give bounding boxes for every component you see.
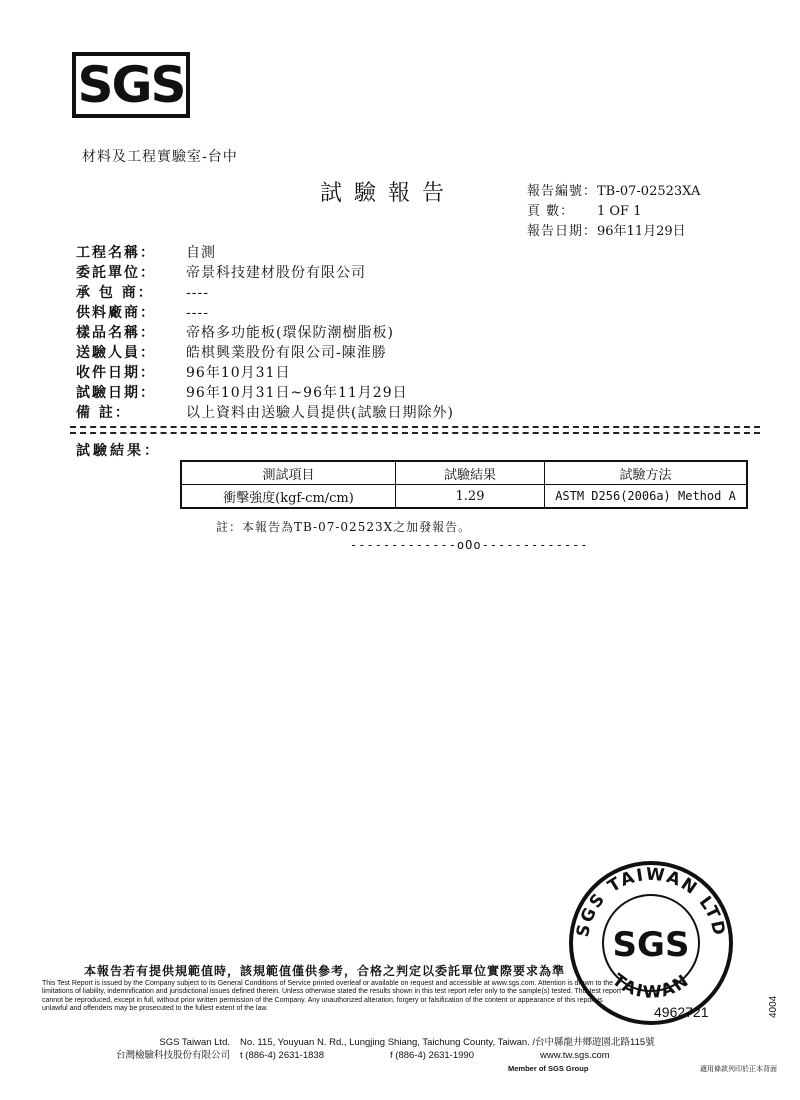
info-value: 96年10月31日 <box>186 365 291 381</box>
info-value: 自測 <box>186 245 216 261</box>
stamp-number: 4962721 <box>654 1004 709 1020</box>
footer-address-block <box>80 1036 720 1062</box>
info-value: 帝景科技建材股份有限公司 <box>186 265 366 281</box>
info-row-contractor <box>76 282 209 302</box>
company-phone: t (886-4) 2631-1838 <box>240 1050 324 1061</box>
column-header: 試驗結果 <box>396 461 545 485</box>
company-address: No. 115, Youyuan N. Rd., Lungjing Shiang, Taichung County, Taiwan. /台中縣龍井鄉遊園北路115號 <box>240 1037 655 1048</box>
info-label: 工程名稱： <box>76 245 156 261</box>
table-cell-method: ASTM D256(2006a) Method A <box>545 485 748 509</box>
column-header: 測試項目 <box>181 461 396 485</box>
info-label: 樣品名稱： <box>76 325 156 341</box>
info-label: 試驗日期： <box>76 385 156 401</box>
terms-note: 適用條款列印於正本背面 <box>700 1065 777 1073</box>
info-row-client <box>76 262 366 282</box>
info-label: 供料廠商： <box>76 305 156 321</box>
dashed-separator <box>70 426 760 434</box>
report-date-label: 報告日期： <box>527 224 598 239</box>
footer-disclaimer-chinese: 本報告若有提供規範值時，該規範值僅供參考，合格之判定以委託單位實際要求為準 <box>84 964 566 978</box>
side-form-number: 4004 <box>768 995 779 1018</box>
report-note: 註：本報告為TB-07-02523X之加發報告。 <box>216 520 472 534</box>
table-cell-item: 衝擊強度(kgf-cm/cm) <box>181 485 396 509</box>
report-number-value: TB-07-02523XA <box>597 184 701 199</box>
info-label: 委託單位： <box>76 265 156 281</box>
company-website: www.tw.sgs.com <box>540 1050 610 1061</box>
svg-text:SGS: SGS <box>612 925 690 965</box>
info-value: 帝格多功能板(環保防潮樹脂板) <box>186 325 394 341</box>
report-title: 試驗報告 <box>320 181 457 206</box>
report-date-value: 96年11月29日 <box>597 224 686 239</box>
info-label: 收件日期： <box>76 365 156 381</box>
info-row-project <box>76 242 216 262</box>
lab-name: 材料及工程實驗室-台中 <box>82 149 238 165</box>
info-row-test-date <box>76 382 408 402</box>
report-number <box>527 180 700 199</box>
member-of-sgs: Member of SGS Group <box>508 1064 589 1073</box>
info-row-sample <box>76 322 394 342</box>
page-count <box>527 200 641 219</box>
results-label: 試驗結果： <box>76 443 161 459</box>
info-label: 送驗人員： <box>76 345 156 361</box>
info-label: 備 註： <box>76 405 131 421</box>
results-table <box>180 460 748 509</box>
report-number-label: 報告編號： <box>527 184 598 199</box>
column-header: 試驗方法 <box>545 461 748 485</box>
info-row-supplier <box>76 302 209 322</box>
info-value: ---- <box>186 305 209 321</box>
table-row <box>181 485 747 509</box>
info-value: 96年10月31日~96年11月29日 <box>186 385 408 401</box>
info-label: 承 包 商： <box>76 285 154 301</box>
sgs-logo: SGS <box>72 52 190 118</box>
end-mark: -------------oOo------------- <box>350 538 589 552</box>
info-value: 以上資料由送驗人員提供(試驗日期除外) <box>186 405 454 421</box>
table-cell-result: 1.29 <box>396 485 545 509</box>
table-header-row <box>181 461 747 485</box>
footer-disclaimer-english: This Test Report is issued by the Company subject to its General Conditions of Service printed overleaf or available on request and accessible at www.sgs.com. Attention is drawn to the limitations of liability, indemnification and jurisdictional issues defined therein. Unless otherwise stated the results shown in this test report refer only to the sample(s) tested. This test report cannot be reproduced, except in full, without prior written permission of the Company. Any unauthorized alteration, forgery or falsification of the content or appearance of this report is unlawful and offenders may be prosecuted to the fullest extent of the law. <box>42 980 622 1013</box>
page-count-label: 頁 數： <box>527 204 575 219</box>
company-name-chinese: 台灣檢驗科技股份有限公司 <box>115 1050 230 1061</box>
svg-text:SGS TAIWAN LTD: SGS TAIWAN LTD <box>573 864 729 939</box>
company-fax: f (886-4) 2631-1990 <box>390 1050 474 1061</box>
info-row-received <box>76 362 290 382</box>
info-value: 皓棋興業股份有限公司-陳淮勝 <box>186 345 387 361</box>
info-row-submitter <box>76 342 387 362</box>
svg-text:TAIWAN: TAIWAN <box>608 970 694 1003</box>
info-value: ---- <box>186 285 209 301</box>
info-row-remarks <box>76 402 454 422</box>
report-date <box>527 220 686 239</box>
page-count-value: 1 OF 1 <box>597 204 642 219</box>
company-name-english: SGS Taiwan Ltd. <box>159 1037 230 1048</box>
